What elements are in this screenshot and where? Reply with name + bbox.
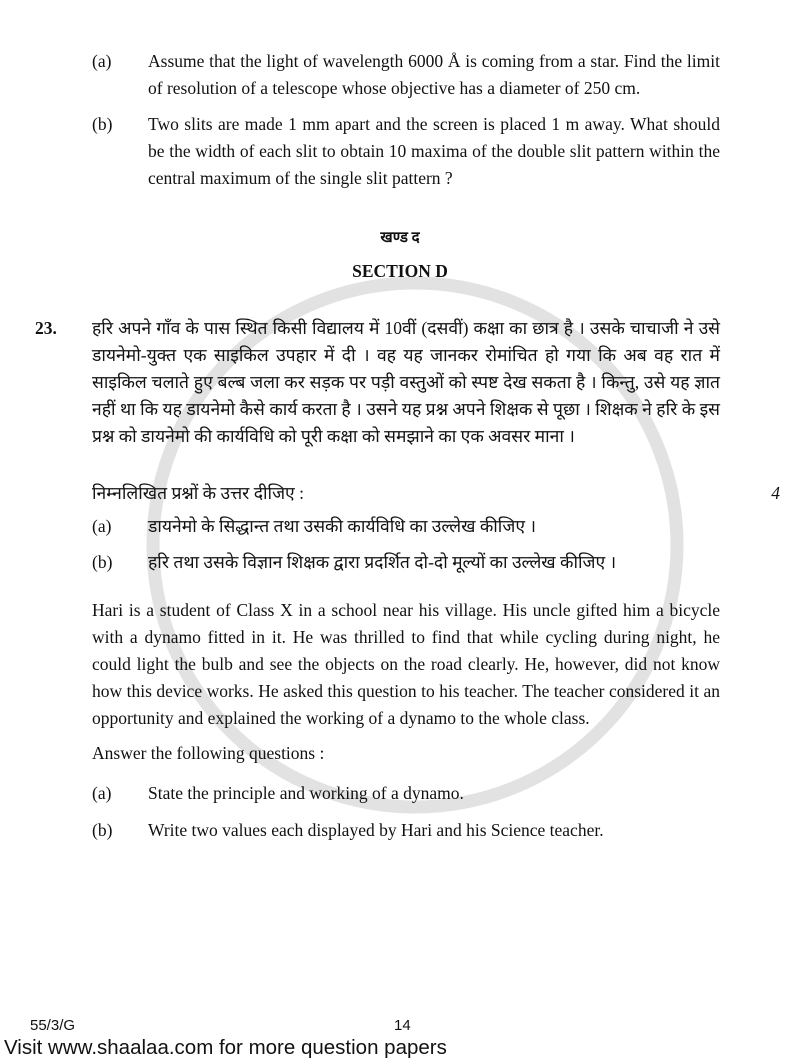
hindi-prompt-row xyxy=(92,480,780,507)
label-a: (a) xyxy=(92,51,112,71)
label-a: (a) xyxy=(92,783,112,803)
hindi-subquestion-b-row xyxy=(92,549,720,576)
subquestion-a: State the principle and working of a dynamo. xyxy=(148,783,464,803)
question-22-b xyxy=(92,111,720,192)
hindi-paragraph: हरि अपने गाँव के पास स्थित किसी विद्यालय में 10वीं (दसवीं) कक्षा का छात्र है । उसके चाचाजी ने उसे डायनेमो-युक्त एक साइकिल उपहार में दी । वह यह जानकर रोमांचित हो गया कि अब वह रात में साइकिल चलाते हुए बल्ब जला कर सड़क पर पड़ी वस्तुओं को स्पष्ट देख सकता है । किन्तु, उसे यह ज्ञात नहीं था कि यह डायनेमो कैसे कार्य करता है । उसने यह प्रश्न अपने शिक्षक से पूछा । शिक्षक ने हरि के इस प्रश्न को डायनेमो की कार्यविधि को पूरी कक्षा को समझाने का एक अवसर माना । xyxy=(92,318,720,446)
subquestion-a-row xyxy=(92,780,720,807)
label-b: (b) xyxy=(92,820,113,840)
english-paragraph: Hari is a student of Class X in a school near his village. His uncle gifted him a bicycle with a dynamo fitted in it. He was thrilled to find that while cycling during night, he could light the bulb and see the objects on the road clearly. He, however, did not know how this device works. He asked this question to his teacher. The teacher considered it an opportunity and explained the working of a dynamo to the whole class. xyxy=(92,600,720,728)
footer xyxy=(0,996,800,1060)
footer-link[interactable]: Visit www.shaalaa.com for more question papers xyxy=(4,1036,447,1059)
hindi-subquestion-a-row xyxy=(92,513,720,540)
question-text: Two slits are made 1 mm apart and the screen is placed 1 m away. What should be the width of each slit to obtain 10 maxima of the double slit pattern within the central maximum of the single slit pattern ? xyxy=(148,114,720,188)
page-number: 14 xyxy=(394,1017,411,1034)
question-22-a xyxy=(92,48,720,102)
footer-top xyxy=(0,1016,800,1036)
subquestion-b: Write two values each displayed by Hari and his Science teacher. xyxy=(148,820,604,840)
hindi-subquestion-a: डायनेमो के सिद्धान्त तथा उसकी कार्यविधि का उल्लेख कीजिए । xyxy=(148,516,537,536)
question-text: Assume that the light of wavelength 6000 Å is coming from a star. Find the limit of resolution of a telescope whose objective has a diameter of 250 cm. xyxy=(148,51,720,98)
english-prompt: Answer the following questions : xyxy=(92,743,325,763)
hindi-subquestion-b: हरि तथा उसके विज्ञान शिक्षक द्वारा प्रदर्शित दो-दो मूल्यों का उल्लेख कीजिए । xyxy=(148,552,617,572)
label-b: (b) xyxy=(92,114,113,134)
question-number: 23. xyxy=(35,318,57,338)
marks: 4 xyxy=(771,483,780,503)
paper-code: 55/3/G xyxy=(30,1017,76,1034)
label-a: (a) xyxy=(92,516,112,536)
hindi-prompt: निम्नलिखित प्रश्नों के उत्तर दीजिए : xyxy=(92,483,304,503)
question-23 xyxy=(0,315,720,450)
section-heading: SECTION D xyxy=(352,261,448,281)
section-heading-hindi: खण्ड द xyxy=(380,230,420,246)
label-b: (b) xyxy=(92,552,113,572)
subquestion-b-row xyxy=(92,817,720,844)
